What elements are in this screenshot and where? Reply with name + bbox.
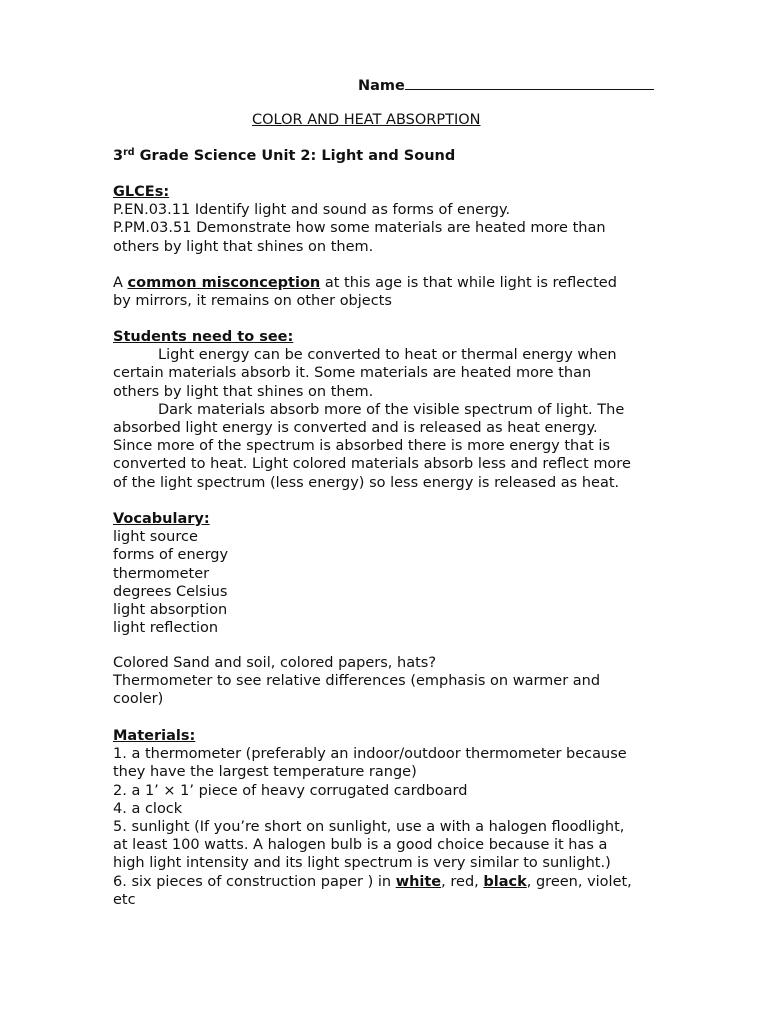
item6-prefix: 6. six pieces of construction paper ) in bbox=[113, 873, 396, 890]
materials-line: 2. a 1’ × 1’ piece of heavy corrugated cardboard bbox=[113, 782, 468, 799]
misconception-line-2: by mirrors, it remains on other objects bbox=[113, 293, 392, 310]
glces-section bbox=[113, 183, 658, 256]
notes-line: Thermometer to see relative differences (emphasis on warmer and bbox=[113, 673, 601, 690]
students-heading: Students need to see: bbox=[113, 329, 294, 345]
glce-line: others by light that shines on them. bbox=[113, 238, 374, 255]
materials-line: 4. a clock bbox=[113, 800, 183, 817]
misconception-section bbox=[113, 274, 658, 310]
name-field bbox=[358, 75, 654, 95]
item6-black: black bbox=[483, 873, 527, 890]
misconception-prefix: A bbox=[113, 275, 128, 291]
glce-line: P.PM.03.51 Demonstrate how some materials are heated more than bbox=[113, 220, 606, 237]
materials-section bbox=[113, 727, 658, 909]
vocabulary-item: thermometer bbox=[113, 565, 210, 582]
students-line: converted to heat. Light colored materials absorb less and reflect more bbox=[113, 456, 631, 473]
vocabulary-item: light source bbox=[113, 529, 198, 546]
notes-line: Colored Sand and soil, colored papers, hats? bbox=[113, 655, 437, 671]
materials-heading: Materials: bbox=[113, 728, 196, 744]
students-line: Light energy can be converted to heat or thermal energy when bbox=[158, 347, 617, 364]
glces-heading: GLCEs: bbox=[113, 184, 170, 200]
students-section bbox=[113, 328, 658, 492]
misconception-suffix: at this age is that while light is reflected bbox=[320, 275, 617, 291]
students-line: absorbed light energy is converted and is released as heat energy. bbox=[113, 420, 598, 437]
grade-unit-text: Grade Science Unit 2: Light and Sound bbox=[134, 148, 456, 164]
grade-ordinal-suffix: rd bbox=[123, 147, 135, 158]
vocabulary-section bbox=[113, 510, 658, 637]
students-line: Dark materials absorb more of the visible spectrum of light. The bbox=[158, 401, 625, 418]
materials-line: they have the largest temperature range) bbox=[113, 764, 417, 781]
students-line: certain materials absorb it. Some materials are heated more than bbox=[113, 365, 592, 382]
vocabulary-item: light reflection bbox=[113, 620, 219, 637]
grade-number: 3 bbox=[113, 148, 124, 164]
grade-unit-heading bbox=[113, 147, 455, 165]
item6-mid: , red, bbox=[441, 873, 484, 890]
students-line: of the light spectrum (less energy) so less energy is released as heat. bbox=[113, 474, 620, 491]
glce-line: P.EN.03.11 Identify light and sound as forms of energy. bbox=[113, 202, 511, 219]
vocabulary-item: forms of energy bbox=[113, 547, 229, 564]
notes-section bbox=[113, 654, 658, 709]
materials-line: 1. a thermometer (preferably an indoor/outdoor thermometer because bbox=[113, 746, 627, 763]
item6-suffix: , green, violet, bbox=[526, 873, 632, 890]
misconception-emphasis: common misconception bbox=[127, 275, 321, 291]
name-blank-line bbox=[405, 75, 654, 90]
vocabulary-item: degrees Celsius bbox=[113, 583, 228, 600]
vocabulary-item: light absorption bbox=[113, 602, 228, 619]
materials-item-6 bbox=[113, 873, 658, 891]
materials-line: at least 100 watts. A halogen bulb is a good choice because it has a bbox=[113, 837, 608, 854]
item6-white: white bbox=[395, 873, 442, 890]
students-line: Since more of the spectrum is absorbed there is more energy that is bbox=[113, 438, 611, 455]
materials-line: high light intensity and its light spectrum is very similar to sunlight.) bbox=[113, 855, 611, 872]
vocabulary-heading: Vocabulary: bbox=[113, 511, 210, 527]
name-label: Name bbox=[358, 78, 405, 94]
materials-line: 5. sunlight (If you’re short on sunlight, use a with a halogen floodlight, bbox=[113, 819, 625, 836]
page-title: COLOR AND HEAT ABSORPTION bbox=[252, 112, 481, 128]
materials-item-6-cont: etc bbox=[113, 891, 136, 908]
students-line: others by light that shines on them. bbox=[113, 383, 374, 400]
notes-line: cooler) bbox=[113, 691, 164, 708]
misconception-line bbox=[113, 274, 658, 292]
